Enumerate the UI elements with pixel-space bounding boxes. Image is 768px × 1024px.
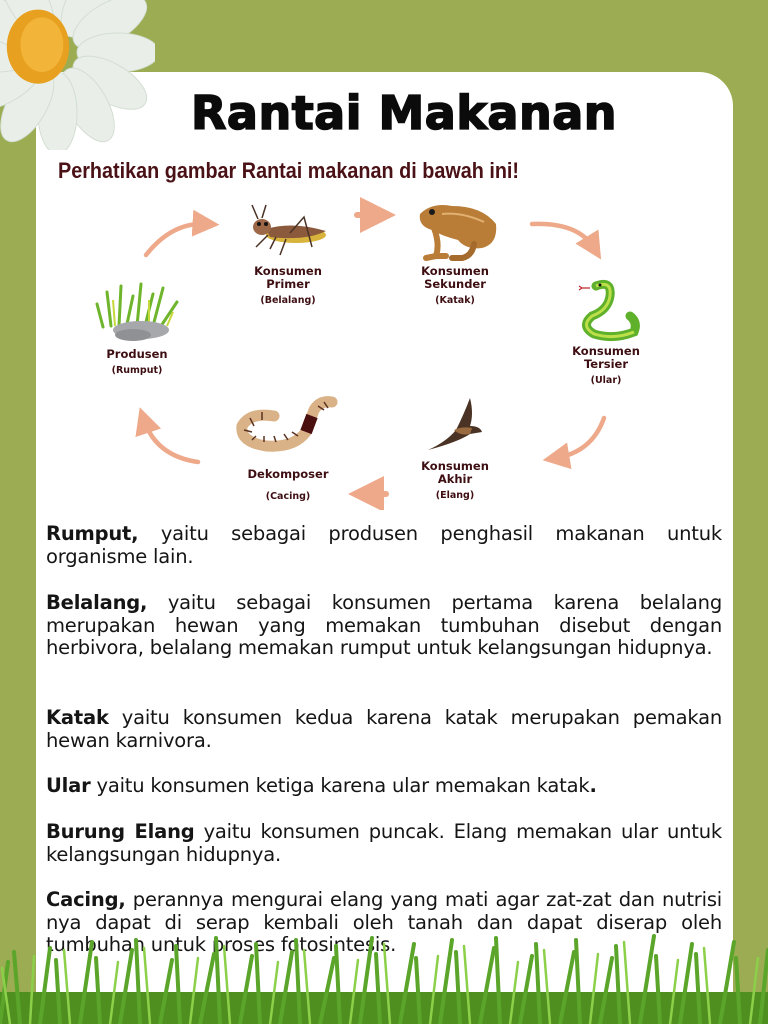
node-konsumen-akhir: Konsumen Akhir (Elang) [421, 459, 489, 501]
node-role: Produsen [106, 347, 168, 361]
description-cacing: Cacing, perannya mengurai elang yang mati agar zat-zat dan nutrisi nya dapat di serap kembali oleh tanah dan dapat diserap oleh tumbuhan untuk proses fotosintesis. [46, 888, 722, 956]
node-produsen [106, 348, 167, 377]
frog-icon [412, 200, 500, 262]
description-belalang: Belalang, yaitu sebagai konsumen pertama karena belalang merupakan hewan yang memakan tumbuhan disebut dengan herbivora, belalang memakan rumput untuk kelangsungan hidupnya. [46, 591, 722, 659]
eagle-icon [426, 396, 484, 454]
node-dekomposer: Dekomposer (Cacing) [247, 467, 329, 502]
worm-icon [236, 396, 340, 454]
description-elang: Burung Elang yaitu konsumen puncak. Elang memakan ular untuk kelangsungan hidupnya. [46, 820, 722, 866]
grasshopper-icon [246, 203, 330, 261]
node-organism: (Rumput) [111, 365, 163, 376]
description-rumput: Rumput, yaitu sebagai produsen penghasil makanan untuk organisme lain. [46, 522, 722, 568]
page-title: Rantai Makanan [190, 86, 617, 140]
daisy-flower-icon [0, 0, 155, 150]
node-konsumen-sekunder: Konsumen Sekunder (Katak) [421, 264, 489, 306]
node-konsumen-primer: Konsumen Primer (Belalang) [254, 264, 322, 306]
grass-icon [93, 282, 183, 342]
description-katak: Katak yaitu konsumen kedua karena katak merupakan pemakan hewan karnivora. [46, 706, 722, 752]
snake-icon [578, 276, 640, 342]
description-ular: Ular yaitu konsumen ketiga karena ular memakan katak. [46, 774, 597, 797]
node-konsumen-tersier: Konsumen Tersier (Ular) [572, 344, 640, 386]
page-subtitle: Perhatikan gambar Rantai makanan di bawah ini! [58, 158, 520, 183]
grass-border-icon [0, 932, 768, 1024]
